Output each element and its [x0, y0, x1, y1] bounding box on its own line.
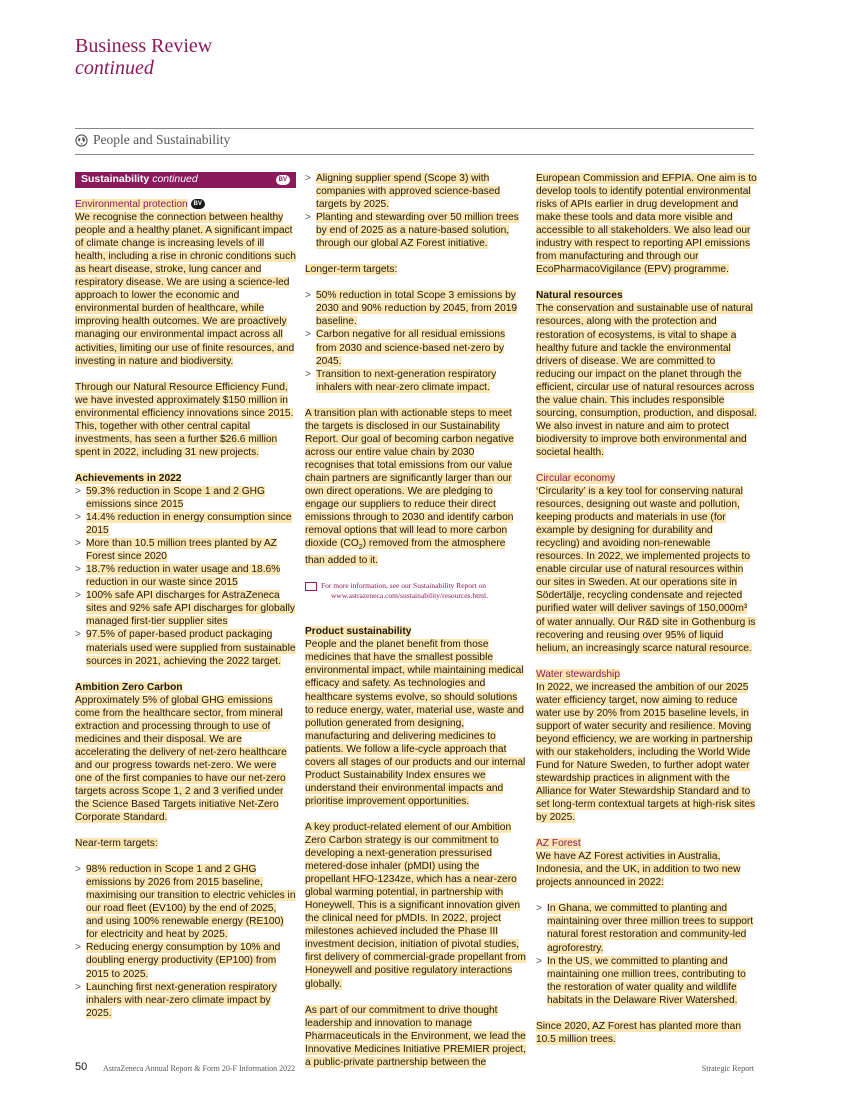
list-item: > Transition to next-generation respiratory inhalers with near-zero climate impact. — [305, 368, 526, 394]
achievements-list — [75, 485, 296, 668]
ps-paragraph-2: A key product-related element of our Ambition Zero Carbon strategy is our commitment to developing a next-generation pressurised metered-dose inhaler (pMDI) using the propellant HFO-1234ze, which has a near-zero global warming potential, in partnership with Honeywell. This is a significant innovation given the clinical need for pMDIs. In 2022, project milestones achieved included the Phase III investment decision, initiation of pivotal studies, first delivery of commercial-grade propellant from Honeywell and positive regulatory interactions globally. — [305, 821, 526, 990]
az-forest-paragraph: We have AZ Forest activities in Australia, Indonesia, and the UK, in addition to two new projects announced in 2022: — [536, 851, 741, 889]
list-item: > 14.4% reduction in energy consumption since 2015 — [75, 511, 296, 537]
page-number: 50 — [75, 1061, 88, 1073]
banner-title: Sustainability — [81, 173, 150, 186]
env-paragraph-2: Through our Natural Resource Efficiency Fund, we have invested approximately $150 million in environmental efficiency innovations since 2015. This, together with other central capital investments, has seen a further $26.6 million spent in 2022, including 31 new projects. — [75, 381, 294, 458]
header-rule — [75, 128, 754, 129]
list-item: > 59.3% reduction in Scope 1 and 2 GHG emissions since 2015 — [75, 485, 296, 511]
natural-resources-heading: Natural resources — [536, 290, 623, 302]
footer-publication: AstraZeneca Annual Report & Form 20-F Information 2022 — [103, 1064, 296, 1073]
ps-paragraph-3: As part of our commitment to drive thought leadership and innovation to manage Pharmaceuticals in the Environment, we lead the Innovative Medicines Initiative PREMIER project, a public-private partnership between the — [305, 1004, 526, 1068]
list-item: > Reducing energy consumption by 10% and doubling energy productivity (EP100) from 2015 to 2025. — [75, 941, 296, 980]
list-item: > In the US, we committed to planting and maintaining one million trees, contributing to the restoration of water quality and wildlife habitats in the Delaware River Watershed. — [536, 955, 757, 1007]
natural-resources-paragraph: The conservation and sustainable use of natural resources, along with the protection and restoration of ecosystems, is vital to shape a healthy future and tackle the environmental drivers of disease. We are committed to reducing our impact on the planet through the efficient, circular use of natural resources across the value chain. This includes responsible sourcing, consumption, production, and disposal. We also invest in nature and aim to protect biodiversity to improve both environmental and societal health. — [536, 303, 757, 458]
column-2 — [305, 172, 526, 1082]
azc-heading: Ambition Zero Carbon — [75, 681, 183, 693]
book-icon — [305, 582, 317, 591]
globe-icon — [75, 134, 88, 147]
sustainability-banner — [75, 172, 296, 188]
ps-paragraph-1: People and the planet benefit from those medicines that have the smallest possible environmental impact, while maintaining medical efficacy and safety. As technologies and healthcare systems evolve, so should solutions to reduce energy, water, material use, waste and pollution generated from designing, manufacturing and delivering medicines to patients. We follow a life-cycle approach that covers all stages of our products and our internal Product Sustainability Index ensures we understand their environmental impacts and prioritise improvement opportunities. — [305, 639, 526, 807]
premier-paragraph: European Commission and EFPIA. One aim is to develop tools to identify potential environmental risks of APIs earlier in drug development and make these tools and data more visible and accessible to all stakeholders. We also lead our industry with respect to reporting API emissions from manufacturing and through our EcoPharmacoVigilance (EPV) programme. — [536, 173, 757, 276]
circular-economy-heading: Circular economy — [536, 472, 616, 484]
more-info-note — [305, 581, 526, 601]
circular-economy-paragraph: ‘Circularity’ is a key tool for conserving natural resources, designing out waste and pollution, keeping products and materials in use (for example by designing for durability and recycling) and avoiding non-renewable resources. In 2022, we implemented projects to enable circular use of natural resources within our sites in Sweden. At our operations site in Södertälje, recycling condensate and rejected purified water will deliver savings of 150,000m³ of water annually. Our R&D site in Gothenburg is recovering and reusing over 95% of liquid helium, an increasingly scarce natural resource. — [536, 486, 756, 654]
azc-paragraph: Approximately 5% of global GHG emissions come from the healthcare sector, from mineral extraction and processing through to use of medicines and their disposal. We are accelerating the delivery of net-zero healthcare and our progress towards net-zero. We were one of the first companies to have our net-zero targets across Scope 1, 2 and 3 verified under the Science Based Targets initiative Net-Zero Corporate Standard. — [75, 694, 287, 824]
list-item: > Planting and stewarding over 50 million trees by end of 2025 as a nature-based solution, through our global AZ Forest initiative. — [305, 211, 526, 250]
near-term-label: Near-term targets: — [75, 838, 158, 850]
list-item: > In Ghana, we committed to planting and maintaining over three million trees to support natural forest restoration and community-led agroforestry. — [536, 902, 757, 954]
water-stewardship-paragraph: In 2022, we increased the ambition of our 2025 water efficiency target, now aiming to reduce water use by 20% from 2015 baseline levels, in support of water security and resilience. Moving beyond efficiency, we are working in partnership with our stakeholders, including the World Wide Fund for Nature Sweden, to further adopt water stewardship practices in alignment with the Alliance for Water Stewardship Standard and to set long-term contextual targets at high-risk sites by 2025. — [536, 681, 756, 824]
page-subtitle: continued — [75, 57, 154, 79]
achievements-heading: Achievements in 2022 — [75, 472, 182, 484]
near-term-list-continued — [305, 172, 526, 250]
bv-badge: BV — [191, 199, 205, 209]
list-item: > More than 10.5 million trees planted by AZ Forest since 2020 — [75, 537, 296, 563]
env-heading: Environmental protection BV — [75, 198, 296, 211]
column-1 — [75, 172, 296, 1033]
list-item: > 97.5% of paper-based product packaging materials used were supplied from sustainable sources in 2021, achieving the 2022 target. — [75, 628, 296, 667]
page-title: Business Review — [75, 35, 213, 57]
longer-term-label: Longer-term targets: — [305, 264, 398, 276]
az-forest-summary: Since 2020, AZ Forest has planted more than 10.5 million trees. — [536, 1020, 742, 1045]
list-item: > 100% safe API discharges for AstraZeneca sites and 92% safe API discharges for globally managed first-tier supplier sites — [75, 589, 296, 628]
list-item: > Launching first next-generation respiratory inhalers with near-zero climate impact by 2025. — [75, 981, 296, 1020]
list-item: > 18.7% reduction in water usage and 18.6% reduction in our waste since 2015 — [75, 563, 296, 589]
longer-term-list — [305, 289, 526, 393]
near-term-list — [75, 863, 296, 1020]
bv-badge: BV — [276, 175, 290, 185]
column-3 — [536, 172, 757, 1059]
list-item: > 50% reduction in total Scope 3 emissions by 2030 and 90% reduction by 2045, from 2019 baseline. — [305, 289, 526, 328]
more-info-link[interactable]: www.astrazeneca.com/sustainability/resources.html. — [331, 591, 488, 601]
list-item: > Carbon negative for all residual emissions from 2030 and science-based net-zero by 2045. — [305, 328, 526, 367]
az-forest-heading: AZ Forest — [536, 838, 581, 850]
transition-paragraph: A transition plan with actionable steps to meet the targets is disclosed in our Sustainability Report. Our goal of becoming carbon negative across our entire value chain by 2030 recognises that total emissions from our value chain partners are significantly larger than our own direct operations. We are pledging to engage our suppliers to reduce their direct emissions through to 2030 and identify carbon removal options that will lead to more carbon dioxide $(CO_2)$ removed from the atmosphere than added to it. — [305, 407, 514, 567]
more-info-text: For more information, see our Sustainability Report on — [321, 581, 486, 591]
product-sustainability-heading: Product sustainability — [305, 626, 412, 638]
list-item: > 98% reduction in Scope 1 and 2 GHG emissions by 2026 from 2015 baseline, maximising our transition to electric vehicles in our road fleet (EV100) by the end of 2025, and using 100% renewable energy (RE100) for electricity and heat by 2025. — [75, 863, 296, 941]
section-title: People and Sustainability — [93, 132, 231, 147]
section-heading — [75, 132, 230, 148]
list-item: > Aligning supplier spend (Scope 3) with companies with approved science-based targets by 2025. — [305, 172, 526, 211]
banner-continued: continued — [152, 173, 198, 186]
env-paragraph-1: We recognise the connection between healthy people and a healthy planet. A significant impact of climate change is increasing levels of ill health, including a rise in chronic conditions such as heart disease, stroke, lung cancer and respiratory disease. We are using a science-led approach to lower the economic and environmental burden of healthcare, while improving health outcomes. We are proactively managing our environmental impact across all activities, limiting our use of finite resources, and investing in nature and biodiversity. — [75, 212, 296, 367]
az-forest-list — [536, 902, 757, 1006]
section-rule — [75, 154, 754, 155]
water-stewardship-heading: Water stewardship — [536, 668, 620, 680]
footer-section: Strategic Report — [701, 1064, 754, 1073]
